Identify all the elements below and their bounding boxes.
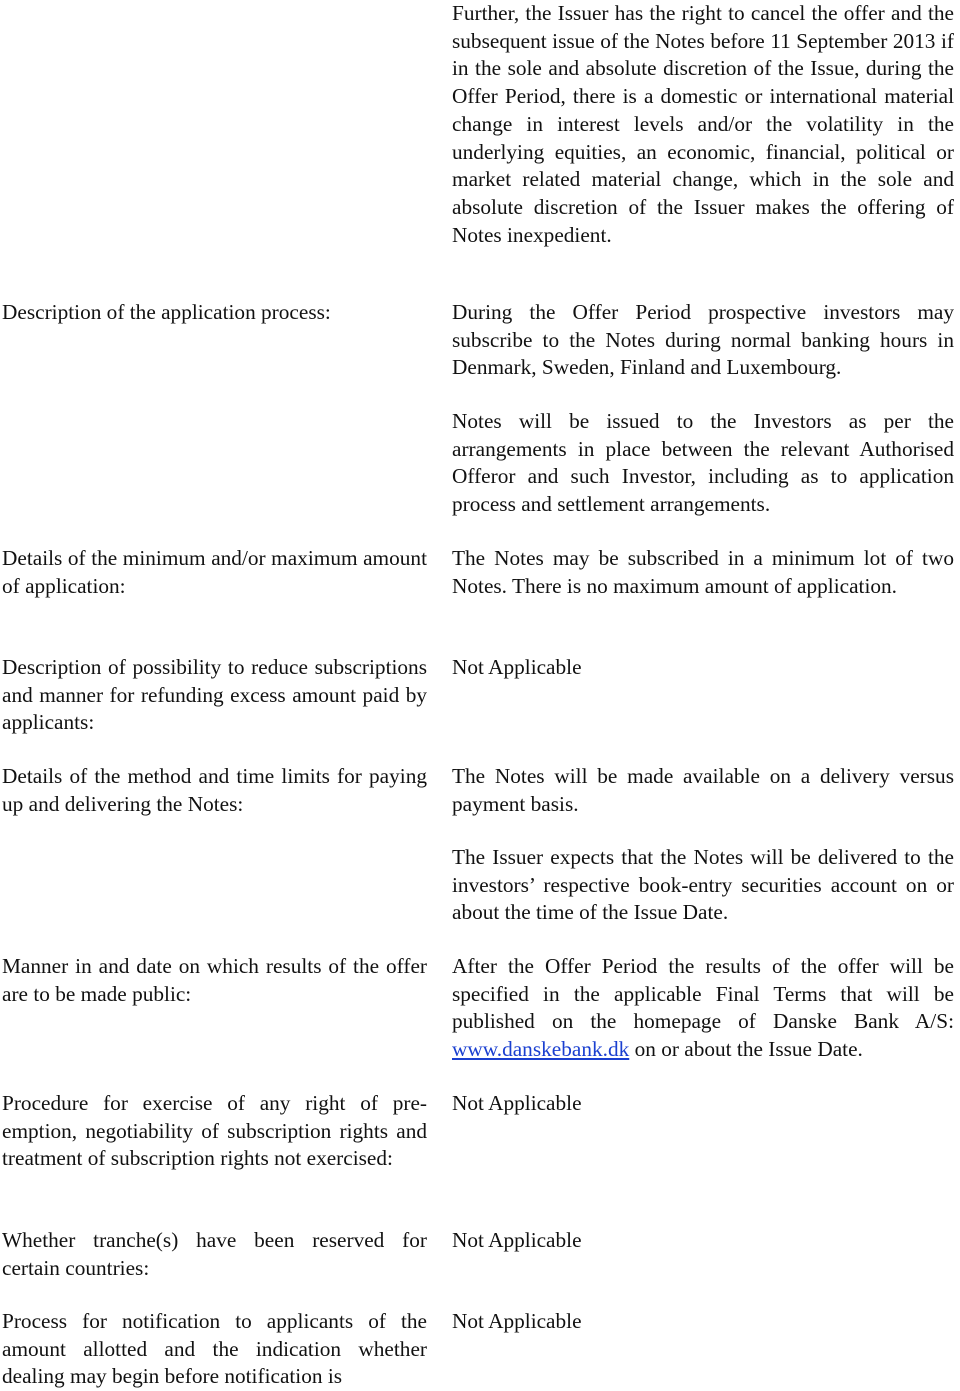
tranche-reserved-value: Not Applicable	[452, 1228, 582, 1252]
results-publication-tail: on or about the Issue Date.	[629, 1037, 863, 1062]
cancellation-right-text: Further, the Issuer has the right to cancel the offer and the subsequent issue of the Notes before 11 September 2013 if in the sole and absolute discretion of the Issue, during the Offer Period, there is a domestic or international material change in interest levels and/or the volatility in the underlying equities, an economic, financial, political or market related material change, which in the sole and absolute discretion of the Issuer makes the offering of Notes inexpedient.	[452, 1, 954, 247]
paying-delivering-label: Details of the method and time limits for paying up and delivering the Notes:	[2, 764, 427, 816]
allotment-notification-value: Not Applicable	[452, 1309, 582, 1333]
paying-delivering-text: The Notes will be made available on a delivery versus payment basis.	[452, 764, 954, 816]
reduce-subscriptions-value: Not Applicable	[452, 655, 582, 679]
application-process-text: During the Offer Period prospective investors may subscribe to the Notes during normal banking hours in Denmark, Sweden, Finland and Luxembourg.	[452, 300, 954, 380]
allotment-notification-label: Process for notification to applicants of the amount allotted and the indication whether dealing may begin before notification is	[2, 1309, 427, 1389]
reduce-subscriptions-label: Description of possibility to reduce subscriptions and manner for refunding excess amount paid by applicants:	[2, 655, 427, 735]
application-process-label: Description of the application process:	[2, 300, 331, 324]
min-max-application-text: The Notes may be subscribed in a minimum lot of two Notes. There is no maximum amount of application.	[452, 546, 954, 598]
min-max-application-label: Details of the minimum and/or maximum amount of application:	[2, 546, 427, 598]
issuance-arrangements-text: Notes will be issued to the Investors as per the arrangements in place between the relevant Authorised Offeror and such Investor, including as to application process and settlement arrangements.	[452, 409, 954, 517]
pre-emption-label: Procedure for exercise of any right of pre-emption, negotiability of subscription rights and treatment of subscription rights not exercised:	[2, 1091, 427, 1171]
results-publication-sentence: After the Offer Period the results of the offer will be specified in the applicable Final Terms that will be published on the homepage of Danske Bank A/S:	[452, 954, 954, 1034]
results-publication-label: Manner in and date on which results of the offer are to be made public:	[2, 954, 427, 1006]
pre-emption-value: Not Applicable	[452, 1091, 582, 1115]
results-publication-text	[452, 953, 954, 1064]
tranche-reserved-label: Whether tranche(s) have been reserved for certain countries:	[2, 1228, 427, 1280]
delivery-expectation-text: The Issuer expects that the Notes will be delivered to the investors’ respective book-entry securities account on or about the time of the Issue Date.	[452, 845, 954, 925]
danskebank-link[interactable]: www.danskebank.dk	[452, 1037, 630, 1062]
